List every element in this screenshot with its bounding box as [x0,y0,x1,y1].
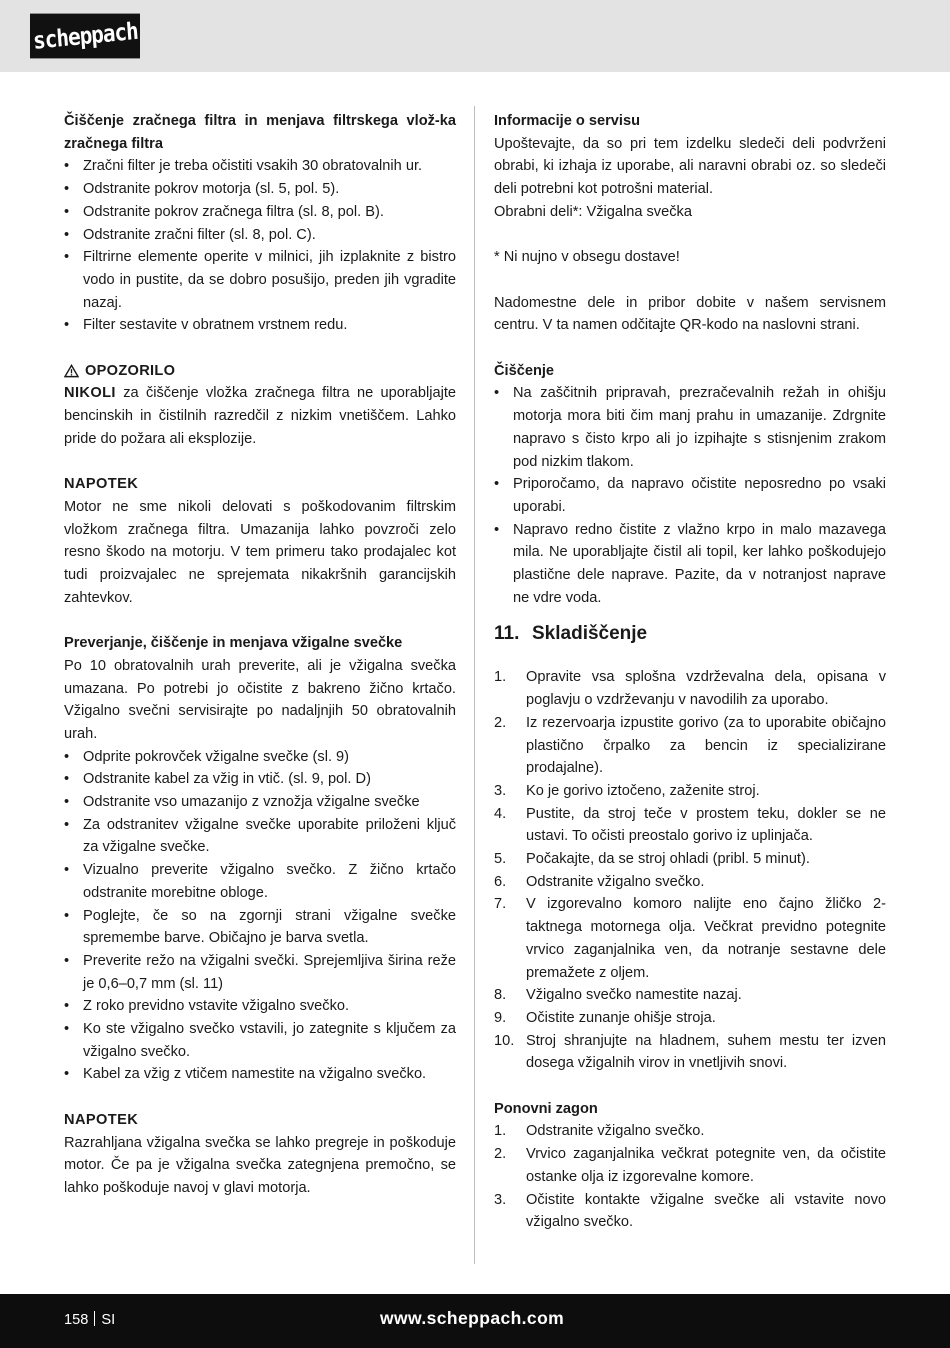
list-item: • Filter sestavite v obratnem vrstnem redu. [64,314,456,337]
note-text: Motor ne sme nikoli delovati s poškodovanim filtrskim vložkom zračnega filtra. Umazanija lahko povzroči zelo resno škodo na motorju. V tem primeru tako prodajalec kot tudi proizvajalec ne sprejemata nikakršnih garancijskih zahtevkov. [64,498,456,606]
air-filter-heading: Čiščenje zračnega filtra in menjava filtrskega vlož-ka zračnega filtra [64,113,456,152]
warning-heading: OPOZORILO [64,360,456,383]
list-item: • Poglejte, če so na zgornji strani vžigalne svečke spremembe barve. Običajno je barva svetla. [64,905,456,950]
list-item: 3. Ko je gorivo iztočeno, zaženite stroj. [494,782,760,799]
wear-parts: Obrabni deli*: Vžigalna svečka [494,203,692,220]
cleaning-heading: Čiščenje [494,362,555,379]
list-item: 7. V izgorevalno komoro nalijte eno čajno žličko 2-taktnega motornega olja. Večkrat previdno potegnite vrvico zaganjalnika ven, da notranje sestavne dele premažete z oljem. [494,896,886,981]
service-text: Upoštevajte, da so pri tem izdelku sledeči deli podvrženi obrabi, ki izhaja iz uporabe, ali naravni obrabi oz. so sledeči deli potrebni kot potrošni material. [494,135,886,198]
list-item: 10. Stroj shranjujte na hladnem, suhem mestu ter izven dosega vžigalnih virov in vnetljivih snovi. [494,1032,886,1072]
cleaning-list [494,382,886,609]
right-column [494,110,886,1234]
list-item: 5. Počakajte, da se stroj ohladi (pribl. 5 minut). [494,851,810,868]
service-heading: Informacije o servisu [494,113,640,129]
list-item: • Kabel za vžig z vtičem namestite na vžigalno svečko. [64,1063,456,1086]
list-item: • Odstranite pokrov motorja (sl. 5, pol. 5). [64,178,456,201]
list-item: 2. Iz rezervoarja izpustite gorivo (za to uporabite običajno plastično črpalko za bencin iz specializirane prodajalne). [494,714,886,777]
spark-plug-list [64,746,456,1087]
storage-list [494,666,886,1075]
list-item: • Odstranite zračni filter (sl. 8, pol. C). [64,224,456,247]
warning-text: NIKOLI za čiščenje vložka zračnega filtra ne uporabljajte bencinskih in čistilnih razredčil z nizkim vnetiščem. Lahko pride do požara ali eksplozije. [64,385,456,447]
page-number: 158 SI [64,1312,116,1328]
brand-logo: scheppach [30,14,140,59]
note-text: Razrahljana vžigalna svečka se lahko pregreje in poškoduje motor. Če pa je vžigalna svečka zategnjena premočno, se lahko poškoduje navoj v glavi motorja. [64,1134,456,1196]
list-item: • Odstranite vso umazanijo z vznožja vžigalne svečke [64,791,456,814]
list-item: 2. Vrvico zaganjalnika večkrat potegnite ven, da očistite ostanke olja iz izgorevalne komore. [494,1146,886,1185]
list-item: 1. Opravite vsa splošna vzdrževalna dela, opisana v poglavju o vzdrževanju v navodilih za uporabo. [494,669,886,709]
note-heading: NAPOTEK [64,476,139,493]
left-column [64,110,456,1200]
list-item: • Preverite režo na vžigalni svečki. Sprejemljiva širina reže je 0,6–0,7 mm (sl. 11) [64,950,456,995]
column-divider [474,106,475,1264]
list-item: • Ko ste vžigalno svečko vstavili, jo zategnite s ključem za vžigalno svečko. [64,1018,456,1063]
list-item: • Odstranite kabel za vžig in vtič. (sl. 9, pol. D) [64,768,456,791]
list-item: 8. Vžigalno svečko namestite nazaj. [494,987,742,1004]
list-item: 6. Odstranite vžigalno svečko. [494,873,705,890]
footnote: * Ni nujno v obsegu dostave! [494,249,680,266]
list-item: • Priporočamo, da napravo očistite neposredno po vsaki uporabi. [494,473,886,518]
website-link[interactable]: www.scheppach.com [380,1308,565,1328]
list-item: • Na zaščitnih pripravah, prezračevalnih režah in ohišju motorja mora biti čim manj prahu in umazanije. Zdrgnite napravo s čisto krpo ali jo izpihajte s stisnjenim zrakom pod nizkim tlakom. [494,382,886,473]
spark-plug-heading: Preverjanje, čiščenje in menjava vžigalne svečke [64,635,403,652]
storage-section-title: 11. Skladiščenje [494,623,648,645]
note-heading: NAPOTEK [64,1111,139,1128]
list-item: • Za odstranitev vžigalne svečke uporabite priloženi ključ za vžigalne svečke. [64,814,456,859]
air-filter-list [64,155,456,337]
spark-plug-intro: Po 10 obratovalnih urah preverite, ali je vžigalna svečka umazana. Po potrebi jo očistite z bakreno žično krtačo. Vžigalno svečni servisirajte po nadaljnjih 50 obratovalnih urah. [64,657,456,742]
spare-parts-text: Nadomestne dele in pribor dobite v našem servisnem centru. V ta namen odčitajte QR-kodo na naslovni strani. [494,294,886,334]
list-item: 1. Odstranite vžigalno svečko. [494,1123,705,1140]
header-bar [0,0,950,72]
list-item: • Napravo redno čistite z vlažno krpo in malo mazavega mila. Ne uporabljajte čistil ali topil, ker lahko poškodujejo plastične dele naprave. Pazite, da v notranjost naprave ne vdre voda. [494,519,886,610]
list-item: • Filtrirne elemente operite v milnici, jih izplaknite z bistro vodo in pustite, da se dobro posušijo, preden jih vgradite nazaj. [64,246,456,314]
list-item: 9. Očistite zunanje ohišje stroja. [494,1009,716,1026]
list-item: • Odprite pokrovček vžigalne svečke (sl. 9) [64,746,456,769]
list-item: • Zračni filter je treba očistiti vsakih 30 obratovalnih ur. [64,155,456,178]
list-item: • Vizualno preverite vžigalno svečko. Z žično krtačo odstranite morebitne obloge. [64,859,456,904]
restart-heading: Ponovni zagon [494,1100,598,1117]
list-item: • Odstranite pokrov zračnega filtra (sl. 8, pol. B). [64,201,456,224]
restart-list [494,1120,886,1234]
footer-bar [0,1294,950,1348]
list-item: 4. Pustite, da stroj teče v prostem teku, dokler se ne ustavi. To očisti preostalo gorivo iz uplinjača. [494,805,886,845]
list-item: • Z roko previdno vstavite vžigalno svečko. [64,995,456,1018]
list-item: 3. Očistite kontakte vžigalne svečke ali vstavite novo vžigalno svečko. [494,1191,886,1231]
warning-triangle-icon [64,364,79,378]
